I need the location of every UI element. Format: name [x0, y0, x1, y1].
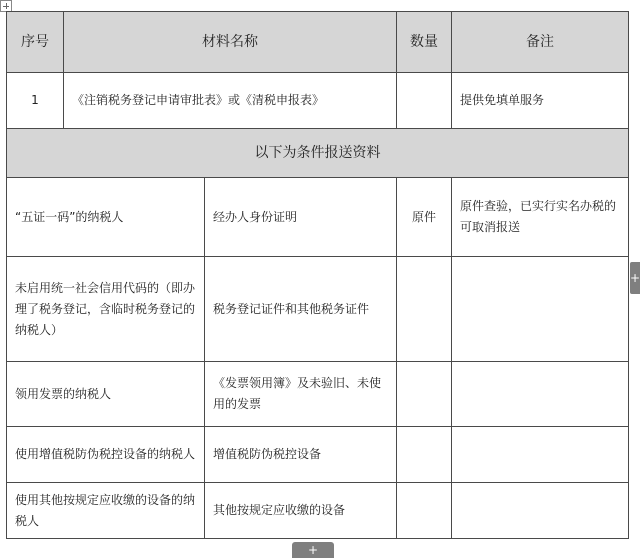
cell-quantity: [397, 427, 452, 483]
add-column-button[interactable]: +: [630, 262, 640, 294]
table-row: [7, 427, 629, 483]
cell-quantity: [397, 257, 452, 362]
cell-material: 税务登记证件和其他税务证件: [205, 257, 397, 362]
section-title: 以下为条件报送资料: [7, 129, 629, 178]
header-row: [7, 12, 629, 73]
table-row: [7, 73, 629, 129]
cell-condition: 使用其他按规定应收缴的设备的纳税人: [7, 483, 205, 539]
cell-material: 《发票领用簿》及未验旧、未使用的发票: [205, 362, 397, 427]
header-note: 备注: [452, 12, 629, 73]
cell-quantity: [397, 362, 452, 427]
cell-material: 《注销税务登记申请审批表》或《清税申报表》: [64, 73, 397, 129]
cell-condition: 领用发票的纳税人: [7, 362, 205, 427]
header-material-name: 材料名称: [64, 12, 397, 73]
add-row-button[interactable]: +: [292, 542, 334, 558]
table-row: [7, 483, 629, 539]
header-quantity: 数量: [397, 12, 452, 73]
cell-no: 1: [7, 73, 64, 129]
cell-condition: “五证一码”的纳税人: [7, 178, 205, 257]
table-row: [7, 178, 629, 257]
materials-table: [6, 11, 629, 539]
cell-material: 增值税防伪税控设备: [205, 427, 397, 483]
cell-note: [452, 427, 629, 483]
cell-quantity: 原件: [397, 178, 452, 257]
section-row: [7, 129, 629, 178]
table-row: [7, 362, 629, 427]
cell-quantity: [397, 73, 452, 129]
cell-material: 其他按规定应收缴的设备: [205, 483, 397, 539]
cell-condition: 使用增值税防伪税控设备的纳税人: [7, 427, 205, 483]
table-row: [7, 257, 629, 362]
header-no: 序号: [7, 12, 64, 73]
cell-note: [452, 483, 629, 539]
cell-quantity: [397, 483, 452, 539]
cell-note: 原件查验，已实行实名办税的可取消报送: [452, 178, 629, 257]
cell-condition: 未启用统一社会信用代码的（即办理了税务登记，含临时税务登记的纳税人）: [7, 257, 205, 362]
cell-note: [452, 362, 629, 427]
cell-note: 提供免填单服务: [452, 73, 629, 129]
cell-material: 经办人身份证明: [205, 178, 397, 257]
cell-note: [452, 257, 629, 362]
